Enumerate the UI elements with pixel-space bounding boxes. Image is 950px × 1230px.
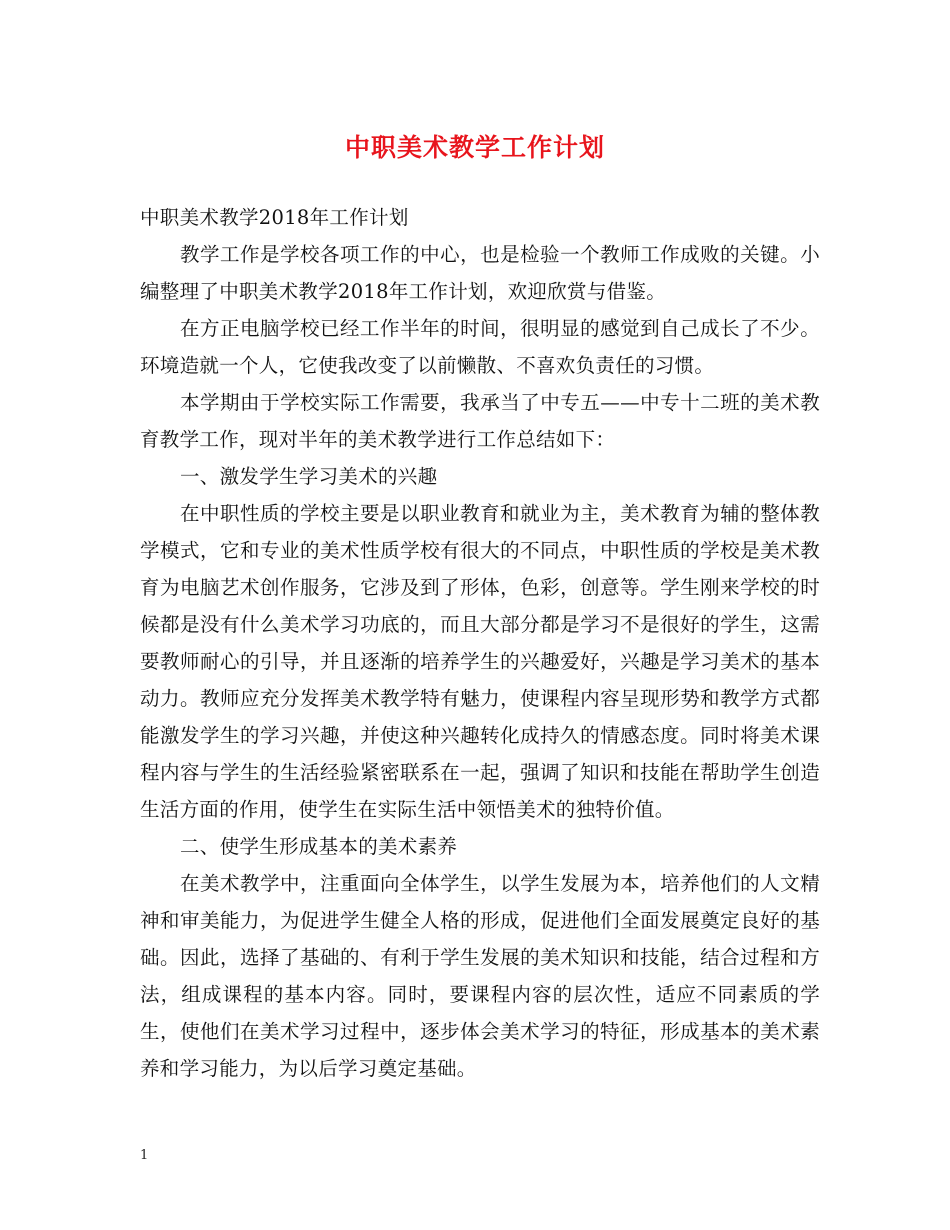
paragraph-assignment: 本学期由于学校实际工作需要，我承当了中专五——中专十二班的美术教育教学工作，现对半年的美术教学进行工作总结如下： — [140, 391, 820, 451]
section-heading-interest: 一、激发学生学习美术的兴趣 — [180, 465, 438, 488]
paragraph-interest: 在中职性质的学校主要是以职业教育和就业为主，美术教育为辅的整体教学模式，它和专业的美术性质学校有很大的不同点，中职性质的学校是美术教育为电脑艺术创作服务，它涉及到了形体，色彩，创意等。学生刚来学校的时候都是没有什么美术学习功底的，而且大部分都是学习不是很好的学生，这需要教师耐心的引导，并且逐渐的培养学生的兴趣爱好，兴趣是学习美术的基本动力。教师应充分发挥美术教学特有魅力，使课程内容呈现形势和教学方式都能激发学生的学习兴趣，并使这种兴趣转化成持久的情感态度。同时将美术课程内容与学生的生活经验紧密联系在一起，强调了知识和技能在帮助学生创造生活方面的作用，使学生在实际生活中领悟美术的独特价值。 — [140, 502, 820, 821]
paragraph-intro: 教学工作是学校各项工作的中心，也是检验一个教师工作成败的关键。小编整理了中职美术教学2018年工作计划，欢迎欣赏与借鉴。 — [140, 243, 820, 303]
document-body — [140, 199, 820, 1087]
paragraph-literacy: 在美术教学中，注重面向全体学生，以学生发展为本，培养他们的人文精神和审美能力，为促进学生健全人格的形成，促进他们全面发展奠定良好的基础。因此，选择了基础的、有利于学生发展的美术知识和技能，结合过程和方法，组成课程的基本内容。同时，要课程内容的层次性，适应不同素质的学生，使他们在美术学习过程中，逐步体会美术学习的特征，形成基本的美术素养和学习能力，为以后学习奠定基础。 — [140, 872, 820, 1080]
document-subtitle: 中职美术教学2018年工作计划 — [140, 206, 409, 229]
section-heading-literacy: 二、使学生形成基本的美术素养 — [180, 835, 458, 858]
document-title: 中职美术教学工作计划 — [344, 133, 605, 162]
page-number: 1 — [140, 1148, 149, 1163]
paragraph-experience: 在方正电脑学校已经工作半年的时间，很明显的感觉到自己成长了不少。环境造就一个人，它使我改变了以前懒散、不喜欢负责任的习惯。 — [140, 317, 820, 377]
